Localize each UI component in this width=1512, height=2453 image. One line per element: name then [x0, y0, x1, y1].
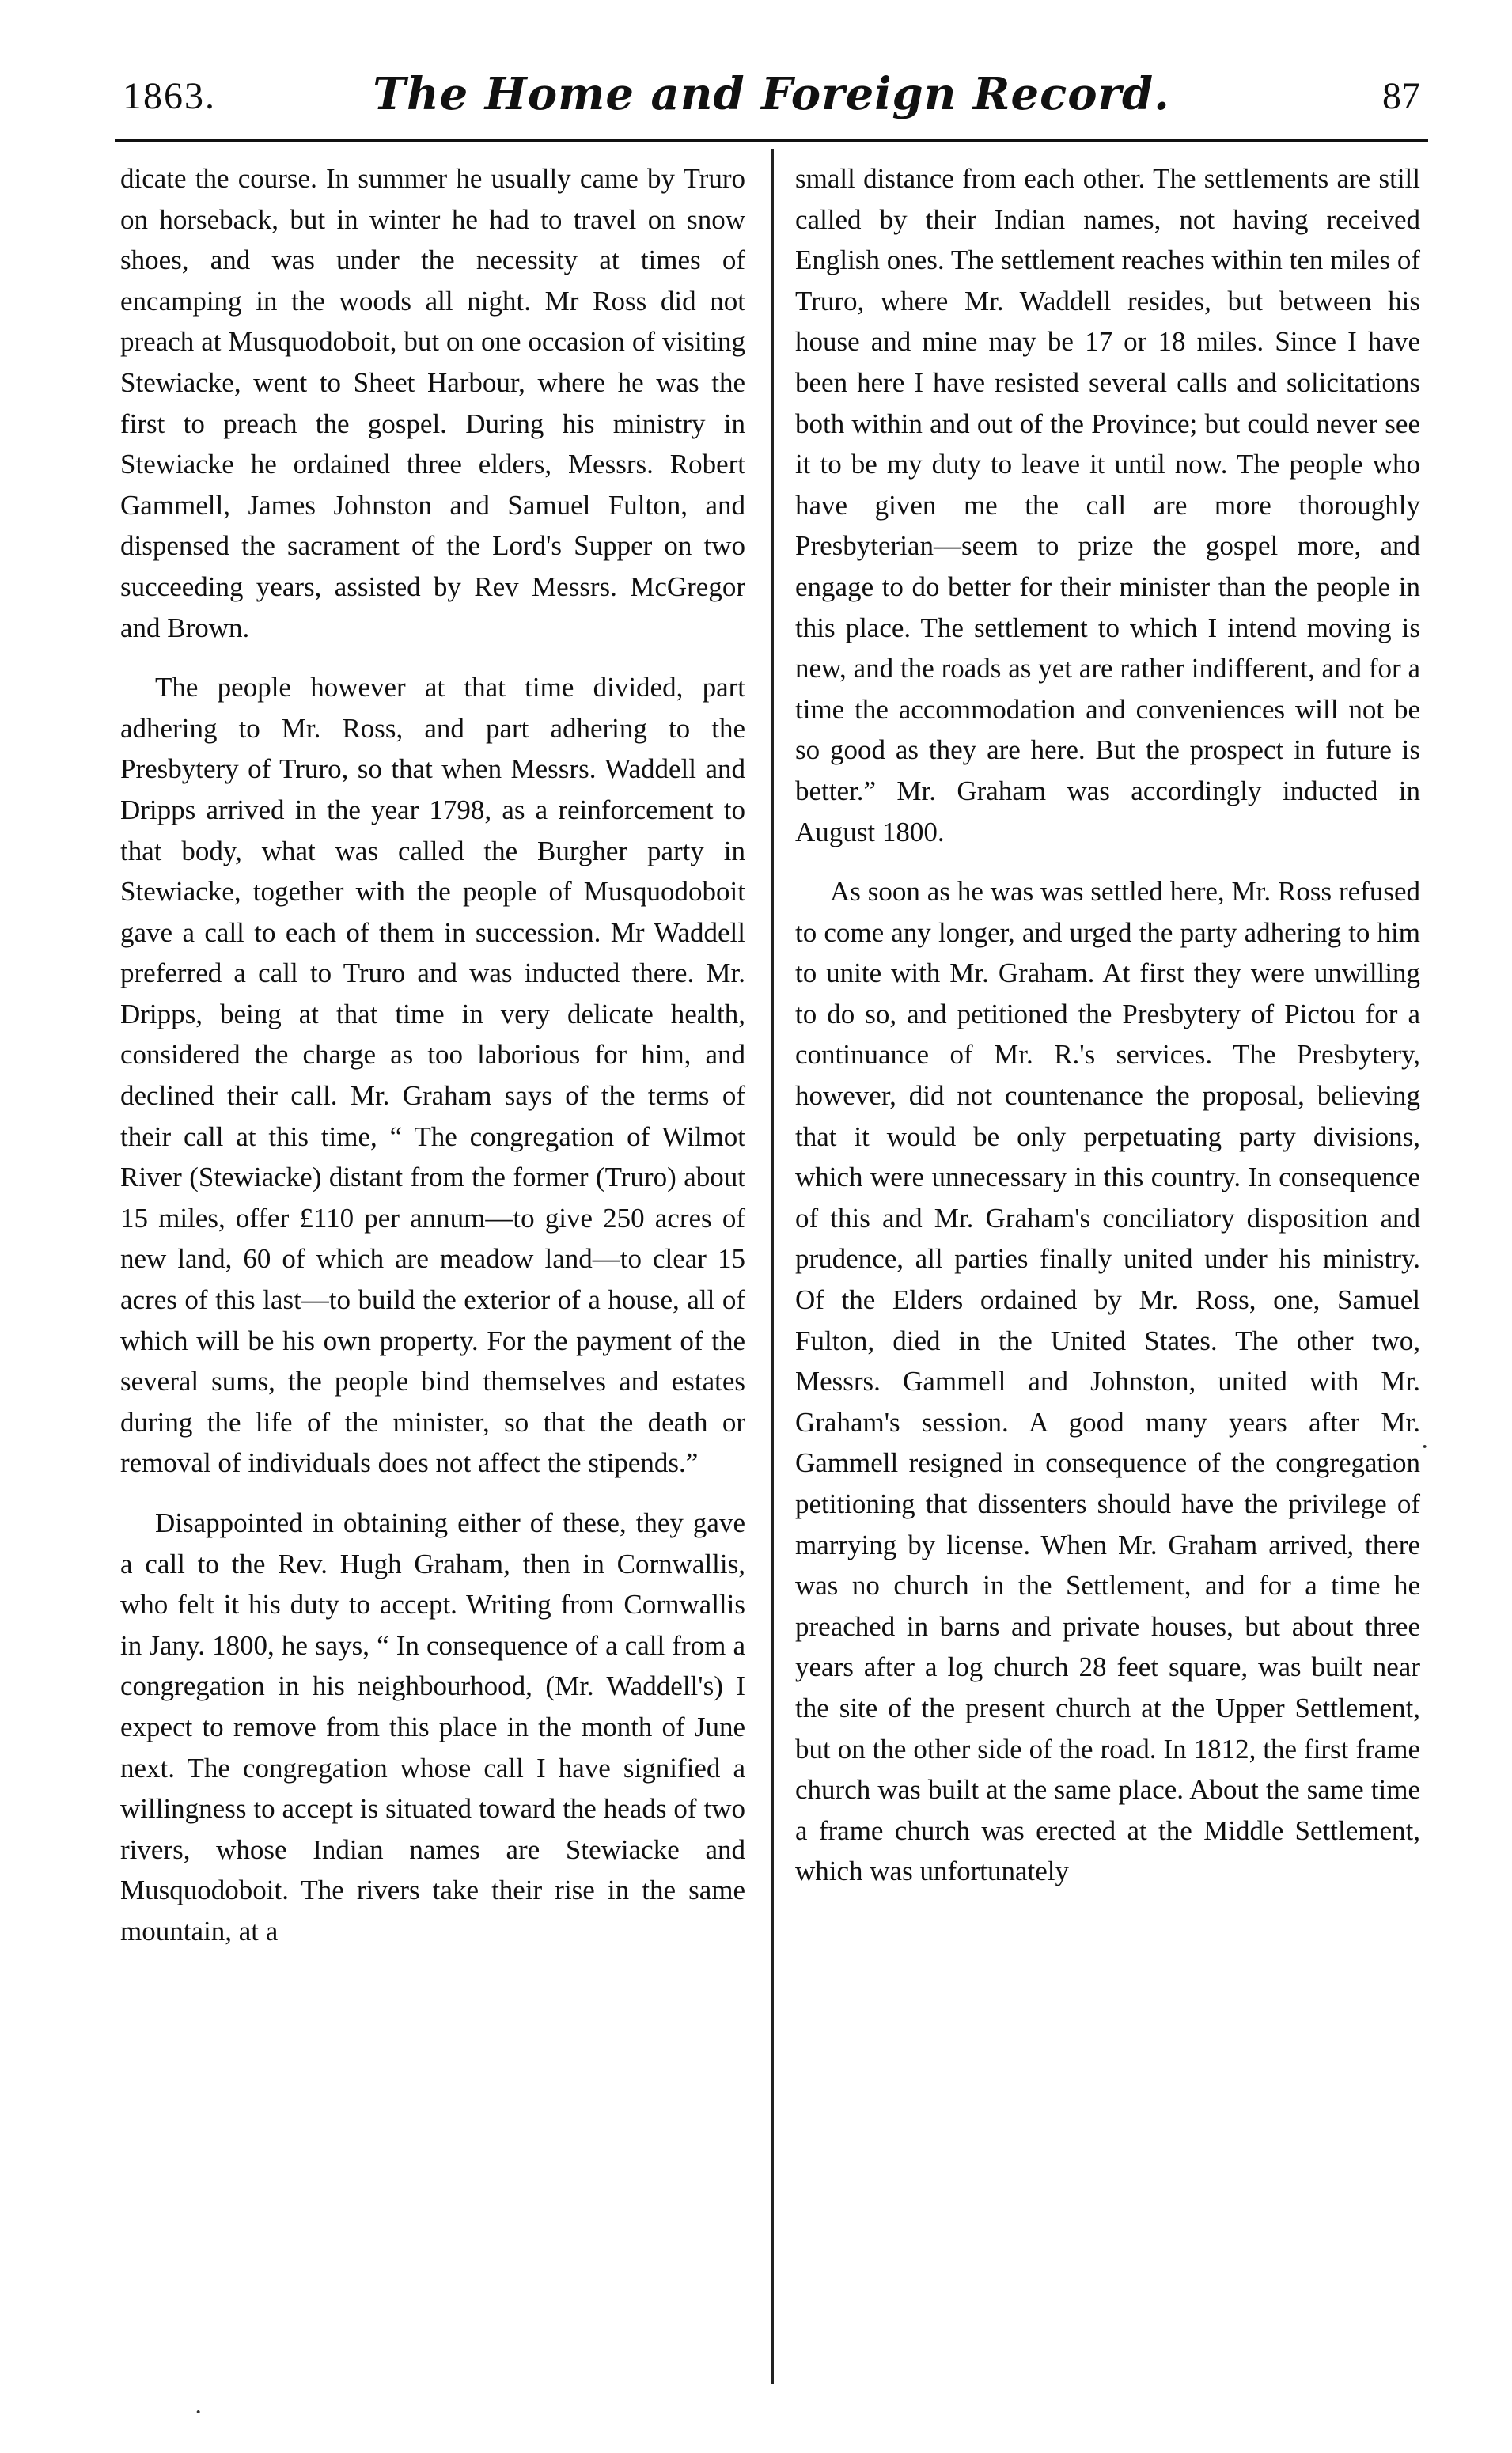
right-paragraph-1: small distance from each other. The settlements are still called by their Indian names, not having received English ones. The settlement reaches within ten miles of Truro, where Mr. Waddell resides, but between his house and mine may be 17 or 18 miles. Since I have been here I have resisted several calls and solicitations both within and out of the Province; but could never see it to be my duty to leave it until now. The people who have given me the call are more thoroughly Presbyterian—seem to prize the gospel more, and engage to do better for their minister than the people in this place. The settlement to which I intend moving is new, and the roads as yet are rather indifferent, and for a time the accommodation and conveniences will not be so good as they are here. But the prospect in future is better.” Mr. Graham was accordingly inducted in August 1800. [795, 163, 1420, 847]
left-paragraph-3: Disappointed in obtaining either of these, they gave a call to the Rev. Hugh Graham, then in Cornwallis, who felt it his duty to accept. Writing from Cornwallis in Jany. 1800, he says, “ In consequence of a call from a congregation in his neighbourhood, (Mr. Waddell's) I expect to remove from this place in the month of June next. The congregation whose call I have signified a willingness to accept is situated toward the heads of two rivers, whose Indian names are Stewiacke and Musquodoboit. The rivers take their rise in the same mountain, at a [120, 1507, 745, 1947]
left-paragraph-2: The people however at that time divided, part adhering to Mr. Ross, and part adhering to the Presbytery of Truro, so that when Messrs. Waddell and Dripps arrived in the year 1798, as a reinforcement to that body, what was called the Burgher party in Stewiacke, together with the people of Musquodoboit gave a call to each of them in succession. Mr Waddell preferred a call to Truro and was inducted there. Mr. Dripps, being at that time in very delicate health, considered the charge as too laborious for him, and declined their call. Mr. Graham says of the terms of their call at this time, “ The congregation of Wilmot River (Stewiacke) distant from the former (Truro) about 15 miles, offer £110 per annum—to give 250 acres of new land, 60 of which are meadow land—to clear 15 acres of this last—to build the exterior of a house, all of which will be his own property. For the payment of the several sums, the people bind themselves and estates during the life of the minister, so that the death or removal of individuals does not affect the stipends.” [120, 672, 745, 1479]
print-speck: · [1420, 1432, 1430, 1462]
column-divider [771, 149, 774, 2384]
right-paragraph-2: As soon as he was was settled here, Mr. Ross refused to come any longer, and urged the party adhering to him to unite with Mr. Graham. At first they were unwilling to do so, and petitioned the Presbytery of Pictou for a continuance of Mr. R.'s services. The Presbytery, however, did not countenance the proposal, believing that it would be only perpetuating party divisions, which were unnecessary in this country. In consequence of this and Mr. Graham's conciliatory disposition and prudence, all parties finally united under his ministry. Of the Elders ordained by Mr. Ross, one, Samuel Fulton, died in the United States. The other two, Messrs. Gammell and Johnston, united with Mr. Graham's session. A good many years after Mr. Gammell resigned in consequence of the congregation petitioning that dissenters should have the privilege of marrying by license. When Mr. Graham arrived, there was no church in the Settlement, and for a time he preached in barns and private houses, but about three years after a log church 28 feet square, was built near the site of the present church at the Upper Settlement, but on the other side of the road. In 1812, the first frame church was built at the same place. About the same time a frame church was erected at the Middle Settlement, which was unfortunately [795, 876, 1420, 1887]
page-number: 87 [1382, 75, 1420, 117]
print-speck: · [194, 2398, 203, 2427]
running-header [115, 68, 1428, 131]
left-paragraph-1: dicate the course. In summer he usually came by Truro on horseback, but in winter he had to travel on snow shoes, and was under the necessity at times of encamping in the woods all night. Mr Ross did not preach at Musquodoboit, but on one occasion of visiting Stewiacke, went to Sheet Harbour, where he was the first to preach the gospel. During his ministry in Stewiacke he ordained three elders, Messrs. Robert Gammell, James Johnston and Samuel Fulton, and dispensed the sacrament of the Lord's Supper on two succeeding years, assisted by Rev Messrs. McGregor and Brown. [120, 163, 745, 643]
right-column [795, 158, 1420, 1911]
header-rule [115, 139, 1428, 142]
journal-title: The Home and Foreign Record. [373, 68, 1170, 120]
left-column [120, 158, 745, 1971]
header-year: 1863. [123, 75, 216, 117]
